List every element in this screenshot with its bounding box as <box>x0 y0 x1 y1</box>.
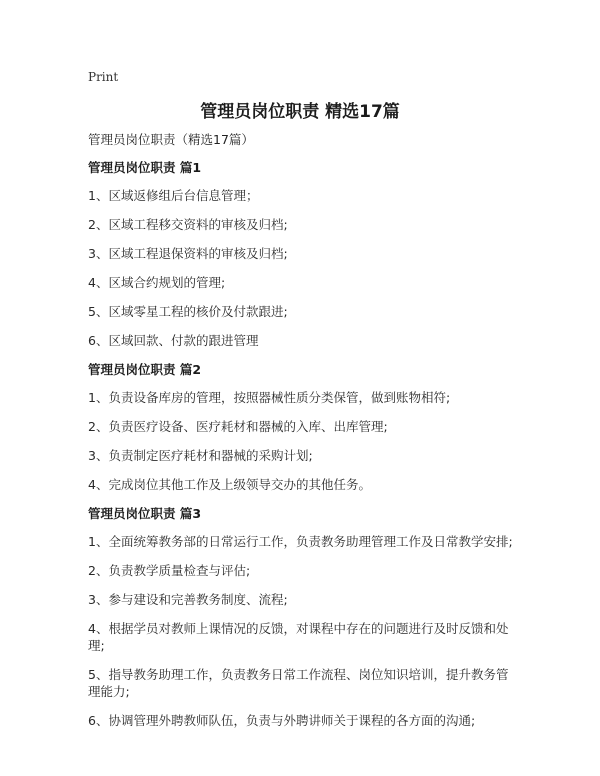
list-item: 2、区域工程移交资料的审核及归档; <box>88 217 288 232</box>
list-item: 1、全面统筹教务部的日常运行工作，负责教务助理管理工作及日常教学安排; <box>88 534 513 549</box>
list-item: 5、指导教务助理工作，负责教务日常工作流程、岗位知识培训，提升教务管理能力; <box>88 667 509 699</box>
list-item: 1、负责设备库房的管理，按照器械性质分类保管，做到账物相符; <box>88 390 451 405</box>
page-title: 管理员岗位职责 精选17篇 <box>200 102 400 122</box>
section-2 <box>88 361 518 493</box>
list-item: 3、负责制定医疗耗材和器械的采购计划; <box>88 448 313 463</box>
list-item: 3、区域工程退保资料的审核及归档; <box>88 246 288 261</box>
list-item: 2、负责教学质量检查与评估; <box>88 563 251 578</box>
section-heading: 管理员岗位职责 篇1 <box>88 160 202 175</box>
section-1 <box>88 159 518 349</box>
section-heading: 管理员岗位职责 篇2 <box>88 362 202 377</box>
list-item: 2、负责医疗设备、医疗耗材和器械的入库、出库管理; <box>88 419 388 434</box>
list-item: 4、完成岗位其他工作及上级领导交办的其他任务。 <box>88 477 371 492</box>
document-body <box>88 131 518 741</box>
list-item: 6、协调管理外聘教师队伍，负责与外聘讲师关于课程的各方面的沟通; <box>88 713 476 728</box>
section-heading: 管理员岗位职责 篇3 <box>88 506 202 521</box>
list-item: 4、区域合约规划的管理; <box>88 275 226 290</box>
document-subtitle: 管理员岗位职责（精选17篇） <box>88 132 254 147</box>
list-item: 4、根据学员对教师上课情况的反馈，对课程中存在的问题进行及时反馈和处理; <box>88 621 509 653</box>
section-3 <box>88 505 518 729</box>
list-item: 5、区域零星工程的核价及付款跟进; <box>88 304 288 319</box>
list-item: 3、参与建设和完善教务制度、流程; <box>88 592 288 607</box>
list-item: 6、区域回款、付款的跟进管理 <box>88 333 259 348</box>
list-item: 1、区域返修组后台信息管理； <box>88 188 259 203</box>
print-label: Print <box>88 70 119 84</box>
